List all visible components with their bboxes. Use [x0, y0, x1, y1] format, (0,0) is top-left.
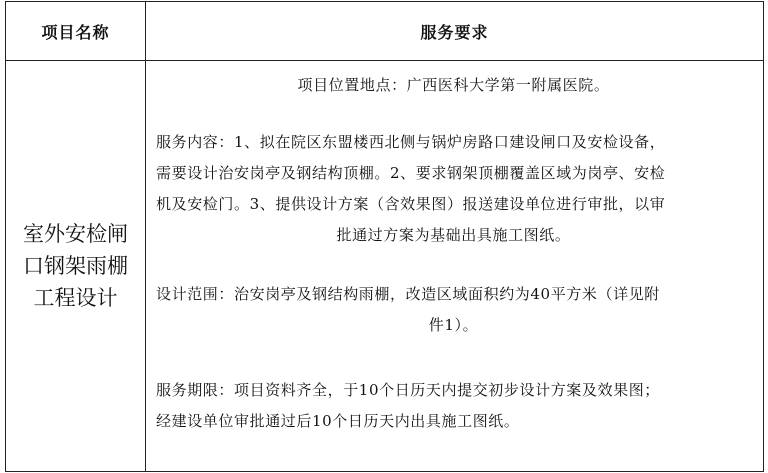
project-name-line: 工程设计: [33, 286, 118, 310]
table-header-row: [6, 2, 763, 61]
content-line: 服务内容：1、拟在院区东盟楼西北侧与锅炉房路口建设闸口及安检设备，: [156, 133, 666, 151]
scope-line: 设计范围：治安岗亭及钢结构雨棚，改造区域面积约为40平方米（详见附: [156, 285, 660, 303]
design-scope: [156, 279, 751, 341]
header-project-name: 项目名称: [41, 23, 110, 42]
period-line: 服务期限：项目资料齐全，于10个日历天内提交初步设计方案及效果图；: [156, 381, 660, 399]
project-name-line: 口钢架雨棚: [23, 254, 128, 278]
service-content: [156, 127, 751, 251]
service-period: [156, 375, 751, 437]
content-line: 需要设计治安岗亭及钢结构顶棚。2、要求钢架顶棚覆盖区域为岗亭、安检: [156, 164, 666, 182]
requirements-cell: [146, 61, 763, 471]
location-text: 项目位置地点：广西医科大学第一附属医院。: [297, 76, 610, 94]
period-line: 经建设单位审批通过后10个日历天内出具施工图纸。: [156, 412, 520, 430]
content-line: 机及安检门。3、提供设计方案（含效果图）报送建设单位进行审批，以审: [156, 195, 666, 213]
header-service-requirements: 服务要求: [420, 23, 489, 42]
project-name-cell: [6, 61, 145, 471]
project-name: [16, 218, 136, 314]
content-line: 批通过方案为基础出具施工图纸。: [336, 226, 571, 244]
service-requirements-table: [5, 1, 764, 472]
project-name-line: 室外安检闸: [23, 222, 128, 246]
scope-line: 件1）。: [428, 316, 479, 334]
